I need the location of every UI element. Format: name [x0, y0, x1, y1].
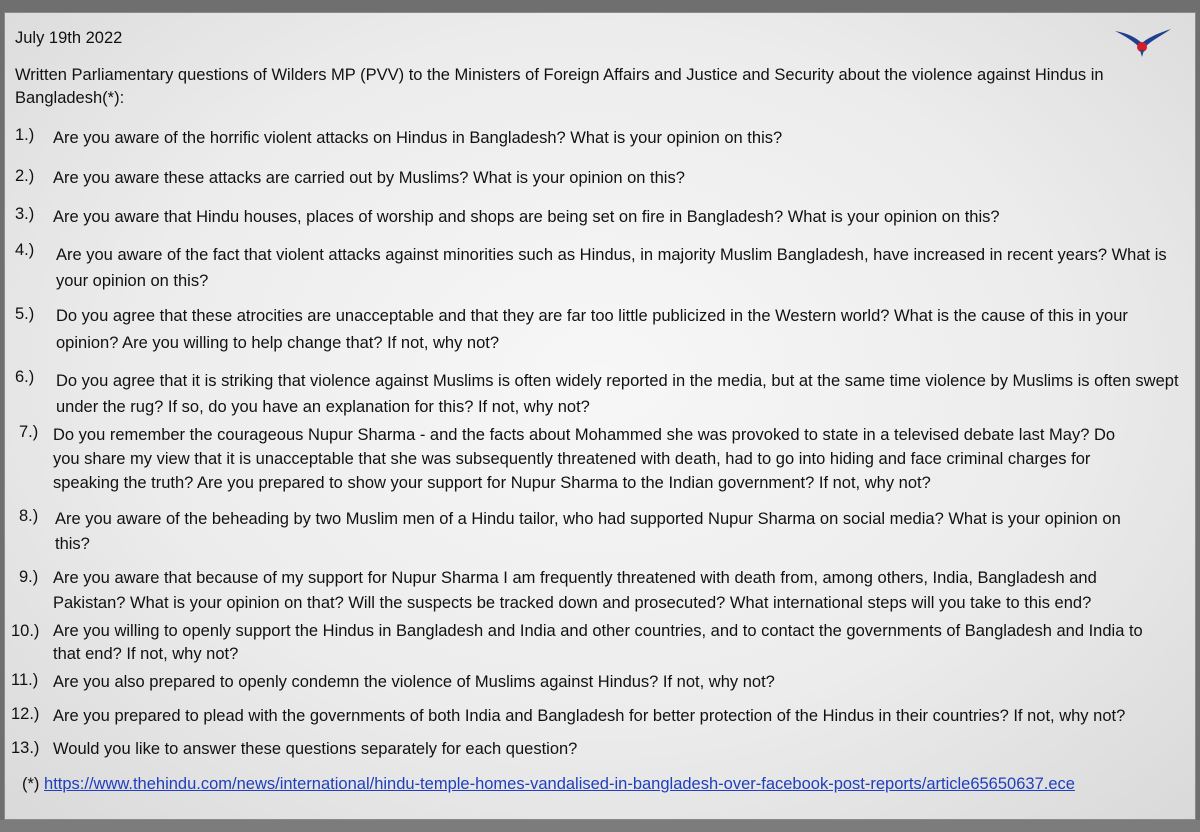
question-text: Are you aware that Hindu houses, places of worship and shops are being set on fire in Bangladesh? What is your opinion on this? — [53, 208, 1000, 226]
question-text: Are you prepared to plead with the governments of both India and Bangladesh for better protection of the Hindus in their countries? If not, why not? — [53, 707, 1126, 725]
question-number: 6.) — [15, 368, 35, 386]
question-text: Are you willing to openly support the Hindus in Bangladesh and India and other countries, and to contact the governments of Bangladesh and India to that end? If not, why not? — [53, 622, 1143, 663]
question-text: Are you aware these attacks are carried out by Muslims? What is your opinion on this? — [53, 169, 685, 187]
question-number: 11.) — [11, 671, 39, 689]
document-intro: Written Parliamentary questions of Wilders MP (PVV) to the Ministers of Foreign Affairs and Justice and Security about the violence against Hindus in Bangladesh(*): — [15, 66, 1104, 107]
pvv-seagull-logo-icon — [1113, 19, 1173, 59]
question-number: 3.) — [15, 205, 35, 223]
question-text: Are you aware that because of my support for Nupur Sharma I am frequently threatened with death from, among others, India, Bangladesh and Pakistan? What is your opinion on that? Will the suspects be tracked down and prosecuted? What international steps will you take to this end? — [53, 569, 1097, 612]
question-text: Are you aware of the horrific violent attacks on Hindus in Bangladesh? What is your opinion on this? — [53, 129, 783, 147]
question-text: Do you agree that these atrocities are unacceptable and that they are far too little publicized in the Western world? What is the cause of this in your opinion? Are you willing to help change that? If not, why not? — [56, 307, 1128, 352]
question-number: 10.) — [11, 622, 40, 640]
footnote — [22, 773, 1075, 796]
question-text: Would you like to answer these questions separately for each question? — [53, 740, 578, 758]
question-number: 7.) — [19, 423, 39, 441]
question-number: 4.) — [15, 241, 35, 259]
question-number: 8.) — [19, 507, 39, 525]
question-number: 13.) — [11, 739, 40, 757]
document-page — [4, 12, 1196, 820]
source-link[interactable]: https://www.thehindu.com/news/international/hindu-temple-homes-vandalised-in-bangladesh-over-facebook-post-reports/article65650637.ece — [44, 775, 1075, 793]
footnote-marker: (*) — [22, 775, 40, 793]
question-text: Do you agree that it is striking that violence against Muslims is often widely reported in the media, but at the same time violence by Muslims is often swept under the rug? If so, do you have an explanation for this? If not, why not? — [56, 372, 1179, 416]
question-text: Are you also prepared to openly condemn the violence of Muslims against Hindus? If not, why not? — [53, 673, 775, 691]
question-text: Are you aware of the beheading by two Muslim men of a Hindu tailor, who had supported Nupur Sharma on social media? What is your opinion on this? — [55, 510, 1121, 553]
question-number: 12.) — [11, 705, 40, 723]
question-number: 9.) — [19, 568, 39, 586]
bottom-frame — [0, 820, 1200, 832]
question-number: 1.) — [15, 126, 35, 144]
question-number: 5.) — [15, 305, 35, 323]
question-text: Are you aware of the fact that violent attacks against minorities such as Hindus, in majority Muslim Bangladesh, have increased in recent years? What is your opinion on this? — [56, 246, 1167, 290]
document-date: July 19th 2022 — [15, 29, 123, 47]
question-text: Do you remember the courageous Nupur Sharma - and the facts about Mohammed she was provoked to state in a televised debate last May? Do you share my view that it is unacceptable that she was subsequently threatened with death, had to go into hiding and face criminal charges for speaking the truth? Are you prepared to show your support for Nupur Sharma to the Indian government? If not, why not? — [53, 426, 1116, 492]
question-number: 2.) — [15, 167, 35, 185]
